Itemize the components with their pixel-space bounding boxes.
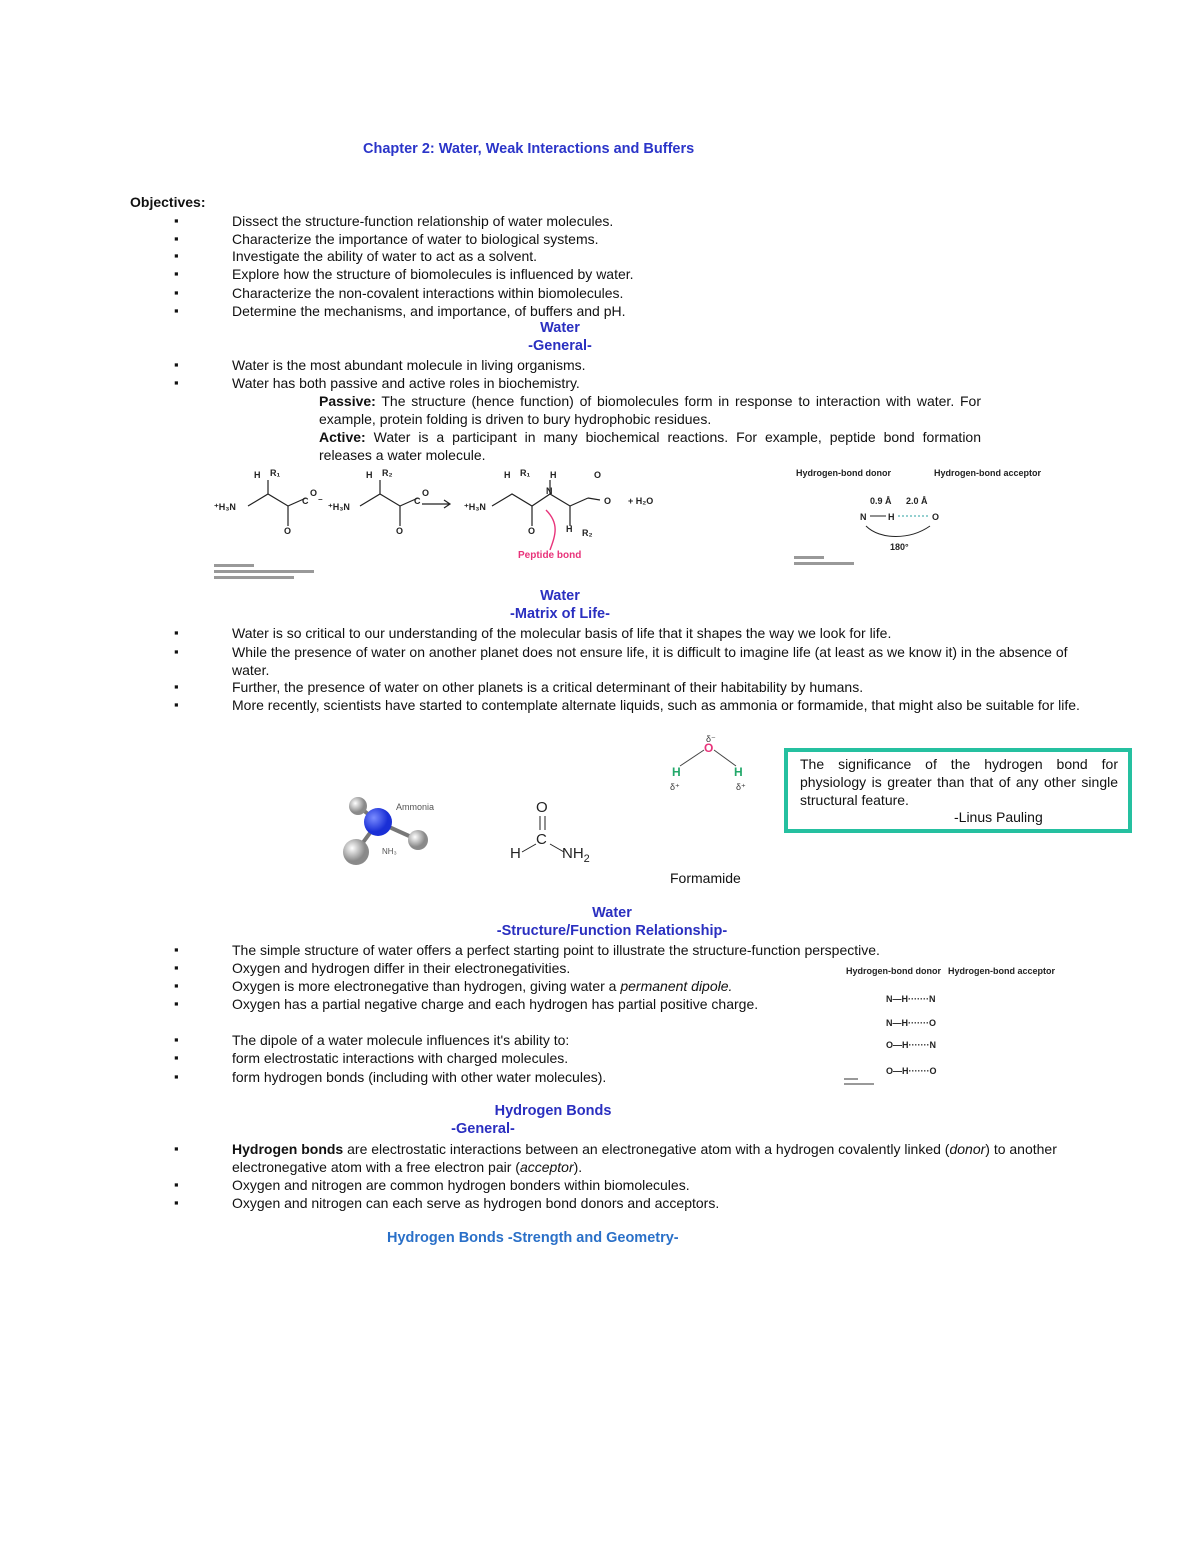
structure-item: Oxygen and hydrogen differ in their electronegativities. xyxy=(232,960,571,976)
passive-label: Passive: xyxy=(319,393,376,409)
hbond-text: ) to another electronegative atom with a free electron pair ( xyxy=(232,1141,1057,1175)
delta-minus: δ⁻ xyxy=(706,734,716,744)
section-subheading: -General- xyxy=(528,338,592,354)
page-title: Chapter 2: Water, Weak Interactions and Buffers xyxy=(363,141,695,157)
svg-text:H: H xyxy=(510,845,521,862)
bullet: ▪ xyxy=(174,978,179,993)
acceptor-term: acceptor xyxy=(519,1159,574,1175)
svg-text:⁻: ⁻ xyxy=(318,496,323,506)
matrix-item: More recently, scientists have started to contemplate alternate liquids, such as ammonia or formamide, that might also be suitable for life. xyxy=(232,697,1080,713)
svg-text:O: O xyxy=(536,799,548,816)
h3n-label: ⁺H₃N xyxy=(214,502,236,512)
hbond-geometry-figure xyxy=(790,464,1042,574)
bullet: ▪ xyxy=(174,231,179,246)
svg-text:O: O xyxy=(528,526,536,536)
svg-text:O: O xyxy=(310,488,318,498)
bullet: ▪ xyxy=(174,625,179,640)
h3n-label: ⁺H₃N xyxy=(328,502,350,512)
bullet: ▪ xyxy=(174,960,179,975)
delta-plus: δ⁺ xyxy=(670,782,680,792)
svg-text:C: C xyxy=(414,496,421,506)
bullet: ▪ xyxy=(174,942,179,957)
section-heading: Water xyxy=(540,588,580,604)
hbond-donor-label: Hydrogen-bond donor xyxy=(796,468,891,478)
svg-text:H: H xyxy=(566,524,573,534)
formamide-figure xyxy=(506,796,602,865)
section-subheading: -Matrix of Life- xyxy=(510,606,610,622)
footer-heading: Hydrogen Bonds -Strength and Geometry- xyxy=(387,1230,679,1246)
dipole-term: permanent dipole. xyxy=(620,978,733,994)
hbond-term: Hydrogen bonds xyxy=(232,1141,344,1157)
general-item: Water has both passive and active roles in biochemistry. xyxy=(232,375,580,391)
bullet: ▪ xyxy=(174,996,179,1011)
table-donor-label: Hydrogen-bond donor xyxy=(846,966,941,976)
svg-text:O: O xyxy=(396,526,404,536)
svg-text:N: N xyxy=(860,512,867,522)
bullet: ▪ xyxy=(174,1141,179,1156)
bullet: ▪ xyxy=(174,248,179,263)
section-heading: Water xyxy=(592,905,632,921)
svg-text:H: H xyxy=(366,470,373,480)
active-paragraph xyxy=(319,428,981,464)
bullet: ▪ xyxy=(174,285,179,300)
structure-item: The dipole of a water molecule influences it's ability to: xyxy=(232,1032,570,1048)
active-text: Water is a participant in many biochemical reactions. For example, peptide bond formation releases a water molecule. xyxy=(319,429,982,463)
quote-box xyxy=(784,748,1132,833)
svg-text:R₁: R₁ xyxy=(520,468,531,478)
bullet: ▪ xyxy=(174,213,179,228)
bullet: ▪ xyxy=(174,1195,179,1210)
ammonia-label: Ammonia xyxy=(396,802,435,812)
peptide-bond-label: Peptide bond xyxy=(518,550,582,561)
hbond-item: Oxygen and nitrogen can each serve as hydrogen bond donors and acceptors. xyxy=(232,1195,720,1211)
bullet: ▪ xyxy=(174,1069,179,1084)
bullet: ▪ xyxy=(174,357,179,372)
svg-text:H: H xyxy=(254,470,261,480)
bullet: ▪ xyxy=(174,679,179,694)
hbond-item xyxy=(232,1140,1092,1176)
bullet: ▪ xyxy=(174,697,179,712)
quote-text: The significance of the hydrogen bond for physiology is greater than that of any other single structural feature. xyxy=(800,756,1118,808)
objective-item: Determine the mechanisms, and importance, of buffers and pH. xyxy=(232,303,626,319)
objective-item: Dissect the structure-function relationship of water molecules. xyxy=(232,213,614,229)
hbond-distance-1: 0.9 Å xyxy=(870,496,892,506)
matrix-item: Further, the presence of water on other planets is a critical determinant of their habitability by humans. xyxy=(232,679,864,695)
water-molecule-figure xyxy=(664,730,754,794)
water-product: + H₂O xyxy=(628,496,654,506)
structure-item: form hydrogen bonds (including with other water molecules). xyxy=(232,1069,607,1085)
structure-item: The simple structure of water offers a perfect starting point to illustrate the structure-function perspective. xyxy=(232,942,880,958)
hbond-row: O—H·······O xyxy=(886,1066,937,1076)
matrix-item: While the presence of water on another planet does not ensure life, it is difficult to imagine life (at least as we know it) in the absence of water. xyxy=(232,644,1068,678)
hbond-row: O—H·······N xyxy=(886,1040,936,1050)
bullet: ▪ xyxy=(174,303,179,318)
hbond-distance-2: 2.0 Å xyxy=(906,496,928,506)
passive-text: The structure (hence function) of biomolecules form in response to interaction with water. For example, protein folding is driven to bury hydrophobic residues. xyxy=(319,393,981,427)
svg-text:N: N xyxy=(546,486,553,496)
hbond-text: are electrostatic interactions between an electronegative atom with a hydrogen covalently linked ( xyxy=(347,1141,950,1157)
svg-text:C: C xyxy=(536,831,547,848)
hbond-item: Oxygen and nitrogen are common hydrogen bonders within biomolecules. xyxy=(232,1177,690,1193)
objective-item: Investigate the ability of water to act as a solvent. xyxy=(232,248,538,264)
structure-item: form electrostatic interactions with charged molecules. xyxy=(232,1050,569,1066)
section-heading: Water xyxy=(540,320,580,336)
donor-term: donor xyxy=(949,1141,986,1157)
ammonia-figure xyxy=(338,796,448,868)
section-subheading: -General- xyxy=(451,1121,515,1137)
svg-text:R₁: R₁ xyxy=(270,468,281,478)
section-heading: Hydrogen Bonds xyxy=(494,1103,612,1119)
objective-item: Characterize the non-covalent interactions within biomolecules. xyxy=(232,285,624,301)
bullet: ▪ xyxy=(174,1032,179,1047)
structure-item: Oxygen has a partial negative charge and each hydrogen has partial positive charge. xyxy=(232,996,759,1012)
peptide-bond-figure xyxy=(210,464,680,584)
objective-item: Explore how the structure of biomolecules is influenced by water. xyxy=(232,266,634,282)
objective-item: Characterize the importance of water to biological systems. xyxy=(232,231,599,247)
hbond-text: ). xyxy=(573,1159,583,1175)
structure-item-text: Oxygen is more electronegative than hydrogen, giving water a xyxy=(232,978,617,994)
svg-text:H: H xyxy=(550,470,557,480)
table-acceptor-label: Hydrogen-bond acceptor xyxy=(948,966,1056,976)
svg-text:O: O xyxy=(284,526,292,536)
bullet: ▪ xyxy=(174,1177,179,1192)
general-item: Water is the most abundant molecule in living organisms. xyxy=(232,357,586,373)
hbond-angle: 180° xyxy=(890,542,909,552)
bullet: ▪ xyxy=(174,644,179,659)
formamide-label: Formamide xyxy=(670,870,741,886)
svg-text:O: O xyxy=(422,488,430,498)
svg-text:NH2: $NH_2$ xyxy=(562,845,590,865)
objectives-heading: Objectives: xyxy=(130,194,206,210)
svg-text:R₂: R₂ xyxy=(582,528,593,538)
svg-text:H: H xyxy=(672,765,681,779)
svg-text:O: O xyxy=(704,741,714,755)
svg-text:H: H xyxy=(504,470,511,480)
svg-text:H: H xyxy=(888,512,895,522)
svg-text:O: O xyxy=(932,512,940,522)
passive-paragraph xyxy=(319,392,981,428)
quote-author: -Linus Pauling xyxy=(954,809,1043,825)
hbond-row: N—H·······O xyxy=(886,1018,936,1028)
svg-text:H: H xyxy=(734,765,743,779)
hbond-acceptor-label: Hydrogen-bond acceptor xyxy=(934,468,1042,478)
active-label: Active: xyxy=(319,429,366,445)
svg-text:O: O xyxy=(604,496,612,506)
delta-plus: δ⁺ xyxy=(736,782,746,792)
hbond-types-figure xyxy=(840,962,1056,1088)
svg-text:R₂: R₂ xyxy=(382,468,393,478)
bullet: ▪ xyxy=(174,266,179,281)
hbond-row: N—H·······N xyxy=(886,994,936,1004)
matrix-item: Water is so critical to our understanding of the molecular basis of life that it shapes the way we look for life. xyxy=(232,625,892,641)
structure-item xyxy=(232,977,732,995)
svg-text:C: C xyxy=(302,496,309,506)
svg-text:O: O xyxy=(594,470,602,480)
h3n-label: ⁺H₃N xyxy=(464,502,486,512)
bullet: ▪ xyxy=(174,375,179,390)
nh3-label: NH₃ xyxy=(382,847,397,856)
bullet: ▪ xyxy=(174,1050,179,1065)
section-subheading: -Structure/Function Relationship- xyxy=(496,923,728,939)
